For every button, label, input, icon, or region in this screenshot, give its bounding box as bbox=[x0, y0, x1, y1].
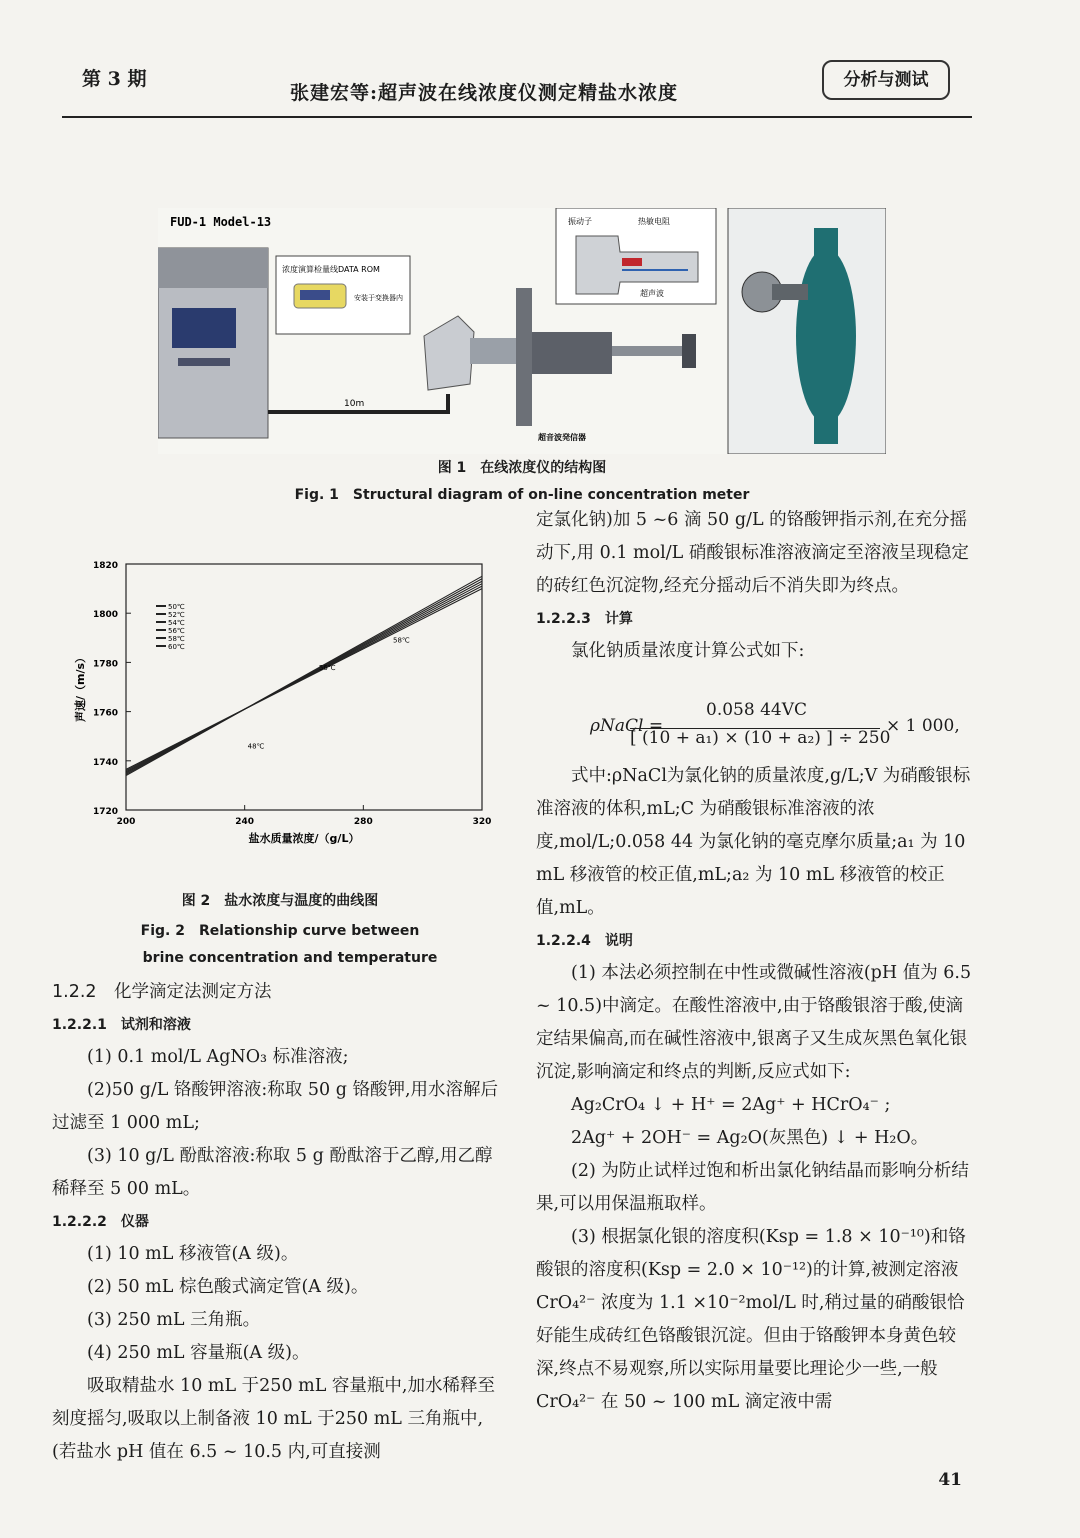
procedure-continued: 定氯化钠)加 5 ~6 滴 50 g/L 的铬酸钾指示剂,在充分摇动下,用 0.1 mol/L 硝酸银标准溶液滴定至溶液呈现稳定的砖红色沉淀物,经充分摇动后不消失即为终点。 bbox=[536, 510, 969, 596]
figure-1-diagram bbox=[158, 208, 886, 454]
y-tick-label: 1820 bbox=[92, 561, 118, 571]
formula-denominator: [ (10 + a₁) × (10 + a₂) ] ÷ 250 bbox=[630, 728, 891, 748]
converter-top bbox=[158, 248, 268, 288]
ultrasonic-label: 超声波 bbox=[640, 289, 664, 298]
vibrator-label: 振动子 bbox=[568, 217, 592, 226]
reaction-1: Ag₂CrO₄ ↓ + H⁺ = 2Ag⁺ + HCrO₄⁻ ; bbox=[571, 1095, 891, 1115]
transmitter-label: 超音波発信器 bbox=[538, 433, 586, 442]
curve-annotation: 56℃ bbox=[318, 663, 336, 672]
rom-label: 浓度演算检量线DATA ROM bbox=[282, 265, 380, 274]
figure-2-caption-en-1: Fig. 2 Relationship curve between bbox=[140, 923, 420, 939]
note-1: (1) 本法必须控制在中性或微碱性溶液(pH 值为 6.5 ~ 10.5)中滴定。在酸性溶液中,由于铬酸银溶于酸,使滴定结果偏高,而在碱性溶液中,银离子又生成灰黑色氧化银沉淀,影响滴定和终点的判断,反应式如下: bbox=[536, 963, 972, 1082]
x-tick-label: 320 bbox=[472, 817, 492, 827]
section-1-2-2-1: 1.2.2.1 试剂和溶液 bbox=[52, 1017, 191, 1033]
y-tick-label: 1800 bbox=[92, 610, 118, 621]
section-1-2-2-4: 1.2.2.4 说明 bbox=[536, 933, 633, 949]
instrument-4: (4) 250 mL 容量瓶(A 级)。 bbox=[87, 1343, 310, 1363]
page-number: 41 bbox=[938, 1470, 962, 1490]
reagent-2: (2)50 g/L 铬酸钾溶液:称取 50 g 铬酸钾,用水溶解后过滤至 1 000 mL; bbox=[52, 1080, 499, 1133]
reagent-3: (3) 10 g/L 酚酞溶液:称取 5 g 酚酞溶于乙醇,用乙醇稀释至 5 00 mL。 bbox=[52, 1146, 493, 1199]
figure-1-caption-en: Fig. 1 Structural diagram of on-line concentration meter bbox=[294, 487, 750, 503]
left-column bbox=[52, 976, 504, 1469]
right-column-top bbox=[536, 504, 976, 668]
formula-lhs: ρNaCl = bbox=[590, 716, 664, 736]
legend-label: 58℃ bbox=[168, 635, 185, 643]
y-tick-label: 1780 bbox=[92, 659, 118, 670]
figure-2-caption-cn: 图 2 盐水浓度与温度的曲线图 bbox=[181, 893, 379, 909]
curve-annotation: 48℃ bbox=[247, 742, 265, 751]
reaction-2: 2Ag⁺ + 2OH⁻ = Ag₂O(灰黑色) ↓ + H₂O。 bbox=[571, 1128, 929, 1148]
note-2: (2) 为防止试样过饱和析出氯化钠结晶而影响分析结果,可以用保温瓶取样。 bbox=[536, 1161, 969, 1214]
legend-label: 60℃ bbox=[168, 643, 185, 651]
instrument-3: (3) 250 mL 三角瓶。 bbox=[87, 1310, 261, 1330]
legend-label: 54℃ bbox=[168, 619, 185, 627]
legend-label: 50℃ bbox=[168, 603, 185, 611]
plot-frame bbox=[126, 564, 482, 810]
y-tick-label: 1760 bbox=[92, 708, 118, 719]
sensor-rod bbox=[612, 346, 682, 356]
section-1-2-2-3: 1.2.2.3 计算 bbox=[536, 611, 633, 627]
formula-numerator: 0.058 44VC bbox=[706, 700, 807, 720]
formula bbox=[590, 698, 990, 758]
section-1-2-2: 1.2.2 化学滴定法测定方法 bbox=[52, 982, 272, 1002]
legend-label: 56℃ bbox=[168, 627, 185, 635]
sensor-tip bbox=[682, 334, 696, 368]
figure-1-caption-cn: 图 1 在线浓度仪的结构图 bbox=[437, 460, 607, 476]
sensor-barrel bbox=[532, 332, 612, 374]
section-badge: 分析与测试 bbox=[822, 60, 950, 100]
procedure-paragraph: 吸取精盐水 10 mL 于250 mL 容量瓶中,加水稀释至刻度摇匀,吸取以上制备液 10 mL 于250 mL 三角瓶中,(若盐水 pH 值在 6.5 ~ 10.5 内,可直接测 bbox=[52, 1376, 495, 1462]
install-label: 安装于变换器内 bbox=[354, 294, 403, 302]
reagent-1: (1) 0.1 mol/L AgNO₃ 标准溶液; bbox=[87, 1047, 349, 1067]
running-title: 张建宏等:超声波在线浓度仪测定精盐水浓度 bbox=[290, 82, 679, 104]
pipe-bottom bbox=[814, 414, 838, 444]
cable-label: 10m bbox=[344, 399, 365, 409]
y-tick-label: 1720 bbox=[92, 807, 118, 817]
header-rule bbox=[62, 116, 972, 118]
converter-keys bbox=[178, 358, 230, 366]
figure-2-caption-en-2: brine concentration and temperature bbox=[142, 950, 438, 966]
pipe-probe bbox=[772, 284, 808, 300]
rom-chip-label bbox=[300, 290, 330, 300]
section-1-2-2-2: 1.2.2.2 仪器 bbox=[52, 1214, 149, 1230]
instrument-2: (2) 50 mL 棕色酸式滴定管(A 级)。 bbox=[87, 1277, 369, 1297]
calc-intro: 氯化钠质量浓度计算公式如下: bbox=[571, 641, 805, 661]
x-tick-label: 240 bbox=[235, 817, 255, 827]
x-axis-label: 盐水质量浓度/（g/L） bbox=[248, 832, 360, 845]
model-label: FUD-1 Model-13 bbox=[170, 215, 272, 229]
sensor-neck bbox=[470, 338, 518, 364]
y-axis-label: 声速/（m/s） bbox=[74, 651, 87, 723]
pipe-vessel bbox=[796, 248, 856, 424]
formula-where: 式中:ρNaCl为氯化钠的质量浓度,g/L;V 为硝酸银标准溶液的体积,mL;C 为硝酸银标准溶液的浓度,mol/L;0.058 44 为氯化钠的毫克摩尔质量;a₁ 为 10 mL 移液管的校正值,mL;a₂ 为 10 mL 移液管的校正值,mL。 bbox=[536, 766, 971, 918]
curve-annotation: 58℃ bbox=[393, 636, 410, 645]
thermistor-label: 热敏电阻 bbox=[638, 217, 670, 226]
issue-number: 第 3 期 bbox=[82, 68, 147, 90]
instrument-1: (1) 10 mL 移液管(A 级)。 bbox=[87, 1244, 299, 1264]
figure-2-chart bbox=[56, 552, 496, 852]
converter-display bbox=[172, 308, 236, 348]
y-tick-label: 1740 bbox=[92, 757, 118, 768]
thermistor-element bbox=[622, 258, 642, 266]
x-tick-label: 280 bbox=[353, 817, 373, 827]
pipe-top bbox=[814, 228, 838, 258]
formula-tail: × 1 000, bbox=[886, 716, 960, 736]
right-column-bottom bbox=[536, 760, 976, 1419]
x-tick-label: 200 bbox=[116, 817, 136, 827]
legend-label: 52℃ bbox=[168, 611, 185, 619]
sensor-flange bbox=[516, 288, 532, 426]
note-3: (3) 根据氯化银的溶度积(Ksp = 1.8 × 10⁻¹⁰)和铬酸银的溶度积(Ksp = 2.0 × 10⁻¹²)的计算,被测定溶液 CrO₄²⁻ 浓度为 1.1 ×10⁻²mol/L 时,稍过量的硝酸银恰好能生成砖红色铬酸银沉淀。但由于铬酸钾本身黄色较深,终点不易观察,所以实际用量要比理论少一些,一般 CrO₄²⁻ 在 50 ~ 100 mL 滴定液中需 bbox=[536, 1227, 966, 1412]
